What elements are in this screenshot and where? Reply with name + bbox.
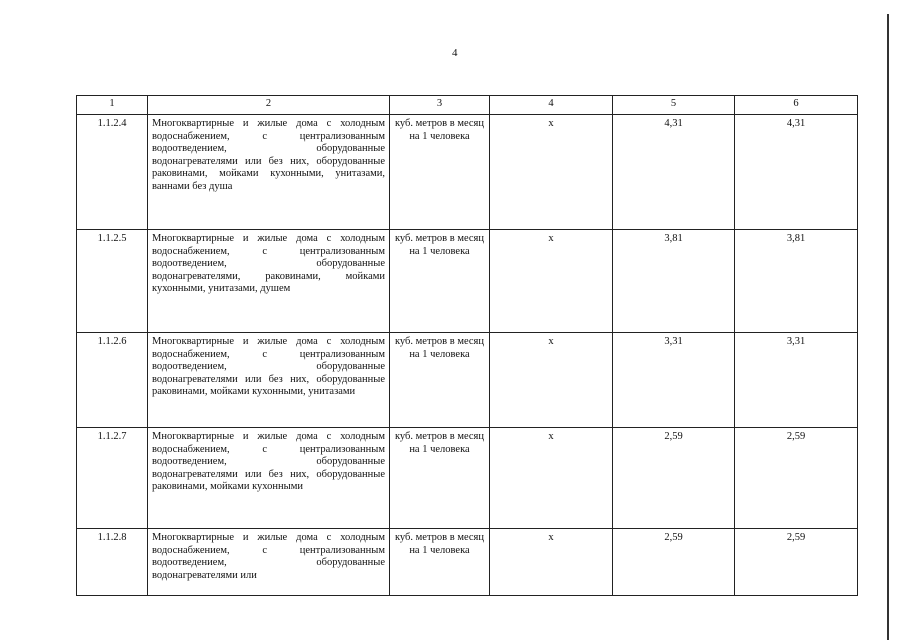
row-description: Многоквартирные и жилые дома с холодным водоснабжением, с централизованным водоотведением, оборудованные водонагревателями, раковинами, мойками кухонными, унитазами, душем [148,230,390,333]
row-col6: 2,59 [735,428,858,529]
table-row [77,333,858,428]
row-code: 1.1.2.5 [77,230,148,333]
norms-table [76,95,858,596]
row-col5: 4,31 [613,115,735,230]
header-col-2: 2 [148,96,390,115]
table-row [77,428,858,529]
header-col-5: 5 [613,96,735,115]
row-col6: 2,59 [735,529,858,596]
table-row [77,529,858,596]
row-description: Многоквартирные и жилые дома с холодным водоснабжением, с централизованным водоотведением, оборудованные водонагревателями или без них, оборудованные раковинами, мойками кухонными, унитазами [148,333,390,428]
row-col4: х [490,529,613,596]
row-code: 1.1.2.8 [77,529,148,596]
row-col5: 2,59 [613,529,735,596]
row-col5: 3,81 [613,230,735,333]
row-col5: 3,31 [613,333,735,428]
row-col4: х [490,115,613,230]
row-col6: 3,31 [735,333,858,428]
row-description: Многоквартирные и жилые дома с холодным водоснабжением, с централизованным водоотведением, оборудованные водонагревателями или [148,529,390,596]
row-description: Многоквартирные и жилые дома с холодным водоснабжением, с централизованным водоотведением, оборудованные водонагревателями или без них, оборудованные раковинами, мойками кухонными, унитазами, ваннами без душа [148,115,390,230]
row-code: 1.1.2.4 [77,115,148,230]
row-col4: х [490,230,613,333]
row-unit: куб. метров в месяц на 1 человека [390,333,490,428]
row-col6: 3,81 [735,230,858,333]
row-code: 1.1.2.7 [77,428,148,529]
row-unit: куб. метров в месяц на 1 человека [390,428,490,529]
row-code: 1.1.2.6 [77,333,148,428]
page-edge-line [887,14,889,640]
header-col-1: 1 [77,96,148,115]
row-unit: куб. метров в месяц на 1 человека [390,230,490,333]
row-col4: х [490,428,613,529]
row-description: Многоквартирные и жилые дома с холодным водоснабжением, с централизованным водоотведением, оборудованные водонагревателями или без них, оборудованные раковинами, мойками кухонными [148,428,390,529]
table-header-row [77,96,858,115]
row-col4: х [490,333,613,428]
table-row [77,115,858,230]
header-col-4: 4 [490,96,613,115]
row-unit: куб. метров в месяц на 1 человека [390,115,490,230]
header-col-3: 3 [390,96,490,115]
row-col6: 4,31 [735,115,858,230]
row-col5: 2,59 [613,428,735,529]
header-col-6: 6 [735,96,858,115]
table-row [77,230,858,333]
page-number: 4 [452,47,458,59]
row-unit: куб. метров в месяц на 1 человека [390,529,490,596]
